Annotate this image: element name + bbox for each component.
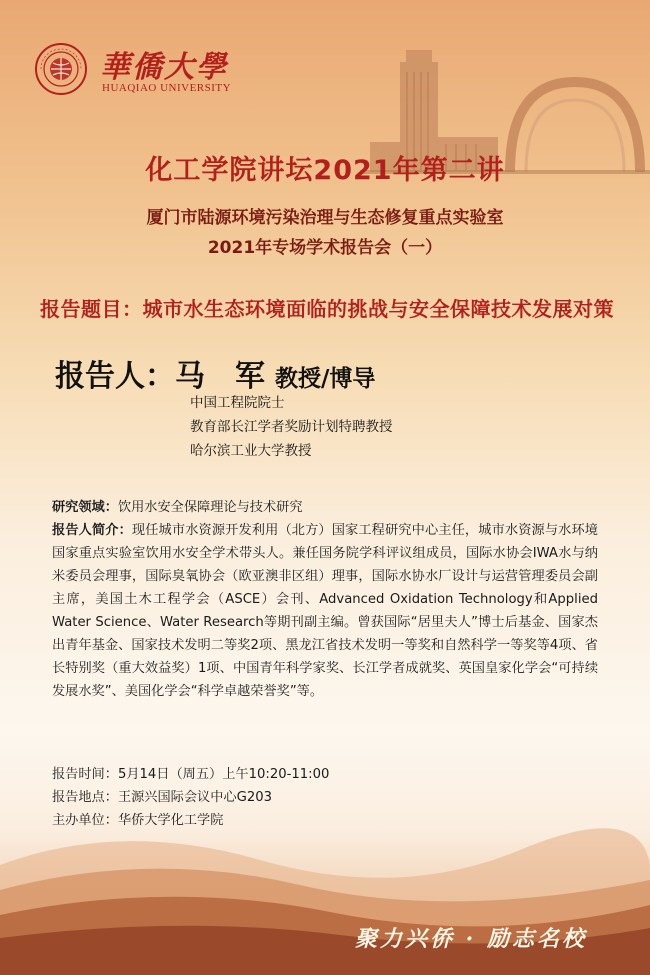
university-name-cn: 華僑大學 <box>100 50 228 85</box>
speaker-label: 报告人： <box>55 359 175 394</box>
session-name: 2021年专场学术报告会（一） <box>207 238 443 258</box>
time-label: 报告时间： <box>52 767 118 782</box>
university-seal-logo <box>35 43 87 95</box>
speaker-heading <box>55 351 375 395</box>
speaker-position: 教育部长江学者奖励计划特聘教授 <box>190 419 393 435</box>
place-value: 王源兴国际会议中心G203 <box>117 790 273 805</box>
host-label: 主办单位： <box>52 813 118 828</box>
speaker-name: 马 军 <box>175 359 265 394</box>
report-topic <box>40 293 614 322</box>
speaker-positions <box>190 391 393 463</box>
speaker-details <box>52 496 598 703</box>
topic-label: 报告题目： <box>40 297 143 321</box>
bio-text: 现任城市水资源开发利用（北方）国家工程研究中心主任，城市水资源与水环境国家重点实验室饮用水安全学术带头人。兼任国务院学科评议组成员，国际水协会IWA水与纳米委员会理事，国际臭氧协会（欧亚澳非区组）理事，国际水协水厂设计与运营管理委员会副主席，美国土木工程学会（ASCE）会刊、Advanced Oxidation Technology和Applied Water Science、Water Research等期刊副主编。曾获国际“居里夫人”博士后基金、国家杰出青年基金、国家技术发明二等奖2项、黑龙江省技术发明一等奖和自然科学一等奖等4项、省长特别奖（重大效益奖）1项、中国青年科学家奖、长江学者成就奖、英国皇家化学会“可持续发展水奖”、美国化学会“科学卓越荣誉奖”等。 <box>52 523 598 699</box>
event-place <box>52 786 329 809</box>
topic-text: 城市水生态环境面临的挑战与安全保障技术发展对策 <box>142 297 614 321</box>
speaker-position: 中国工程院院士 <box>190 395 285 411</box>
speaker-position: 哈尔滨工业大学教授 <box>190 443 312 459</box>
bio-label: 报告人简介： <box>52 523 132 538</box>
host-value: 华侨大学化工学院 <box>117 813 224 828</box>
research-label: 研究领域： <box>52 500 118 515</box>
page-title: 化工学院讲坛2021年第二讲 <box>145 155 505 186</box>
speaker-bio <box>52 519 598 703</box>
lab-name: 厦门市陆源环境污染治理与生态修复重点实验室 <box>146 208 504 228</box>
time-value: 5月14日（周五）上午10:20-11:00 <box>117 767 330 782</box>
speaker-title: 教授/博导 <box>275 365 376 392</box>
event-time <box>52 763 329 786</box>
place-label: 报告地点： <box>52 790 118 805</box>
research-text: 饮用水安全保障理论与技术研究 <box>117 500 303 515</box>
university-name-en: HUAQIAO UNIVERSITY <box>102 82 232 94</box>
research-field <box>52 496 598 519</box>
footer-slogan: 聚力兴侨 · 励志名校 <box>355 926 587 952</box>
